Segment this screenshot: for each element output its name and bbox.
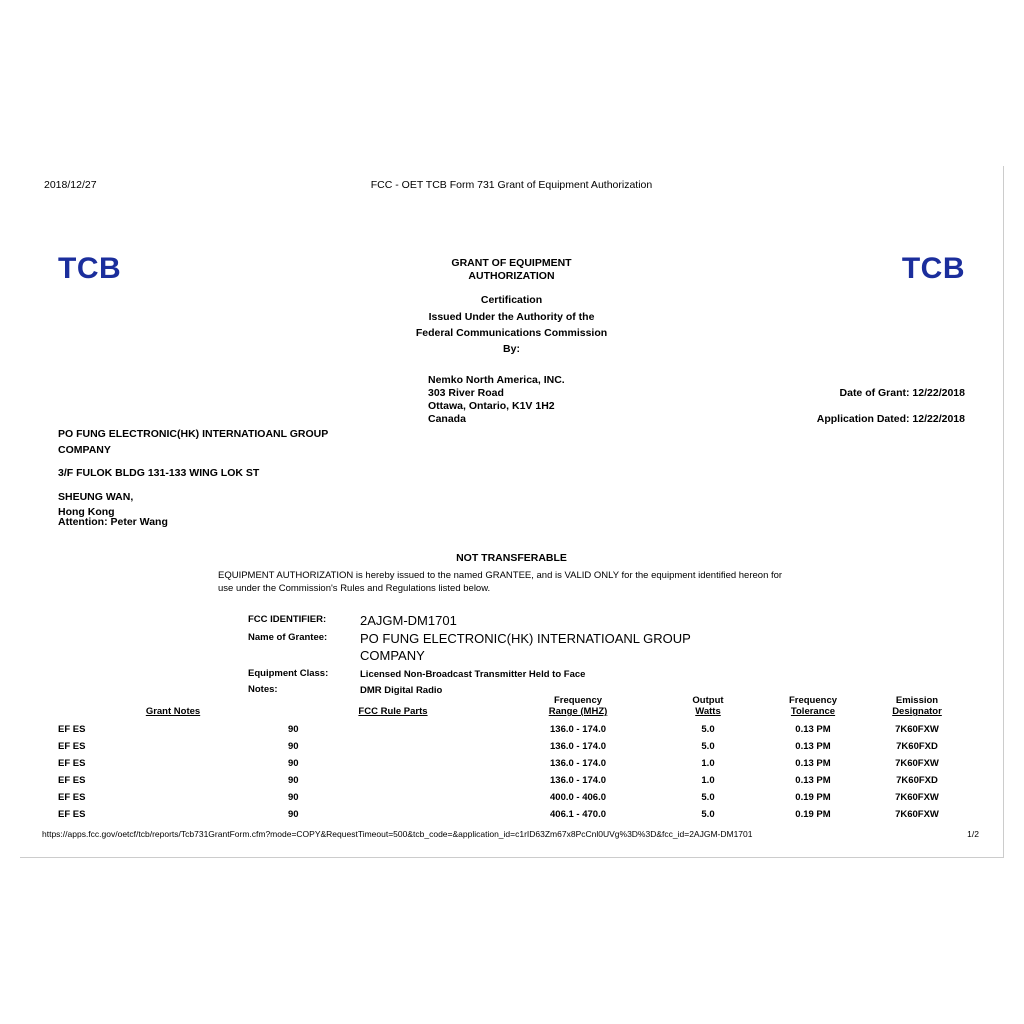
issuer-city: Ottawa, Ontario, K1V 1H2 (428, 400, 555, 412)
th-top-tolerance: Frequency (788, 695, 838, 706)
cell-rule: 90 (288, 792, 299, 803)
th-range-mhz: Range (MHZ) (548, 706, 608, 717)
print-date: 2018/12/27 (44, 179, 97, 191)
cell-tolerance: 0.13 PM (795, 775, 831, 786)
field-equipment-class (248, 666, 691, 681)
grantee-name-label: Name of Grantee: (248, 632, 328, 643)
grantee-address-line1: PO FUNG ELECTRONIC(HK) INTERNATIOANL GROUP (58, 428, 329, 440)
table-row (58, 755, 966, 772)
cell-range: 406.1 - 470.0 (550, 809, 606, 820)
attention-line: Attention: Peter Wang (58, 516, 168, 528)
cell-rule: 90 (288, 741, 299, 752)
grant-table-head-row-1 (58, 695, 966, 706)
grantee-address-line3: 3/F FULOK BLDG 131-133 WING LOK ST (58, 467, 260, 479)
grantee-address-line4: SHEUNG WAN, (58, 490, 134, 503)
cell-rule: 90 (288, 724, 299, 735)
application-date: Application Dated: 12/22/2018 (816, 413, 965, 425)
issuer-block (428, 374, 565, 426)
cell-range: 136.0 - 174.0 (550, 724, 606, 735)
cell-watts: 5.0 (701, 792, 715, 803)
field-grantee-name (248, 630, 691, 664)
cell-emission: 7K60FXW (895, 724, 939, 735)
not-transferable-label: NOT TRANSFERABLE (456, 552, 567, 564)
fcc-identifier-value: 2AJGM-DM1701 (360, 613, 457, 628)
table-row (58, 738, 966, 755)
cell-tolerance: 0.13 PM (795, 741, 831, 752)
cell-watts: 5.0 (701, 809, 715, 820)
table-row (58, 721, 966, 738)
th-fcc-rule-parts: FCC Rule Parts (358, 706, 428, 717)
th-tolerance: Tolerance (790, 706, 836, 717)
grant-table-head (58, 695, 966, 721)
grant-table-body (58, 721, 966, 823)
grant-table-head-row-2 (58, 706, 966, 721)
cell-notes: EF ES (58, 758, 86, 769)
authority-line: Issued Under the Authority of the (428, 311, 595, 323)
tcb-logo-right: TCB (901, 252, 965, 285)
grantee-address-line5: Hong Kong (58, 506, 115, 518)
date-of-grant: Date of Grant: 12/22/2018 (839, 387, 965, 399)
th-top-output: Output (692, 695, 724, 706)
commission-line: Federal Communications Commission (415, 327, 608, 339)
th-top-notes (58, 695, 288, 706)
cell-emission: 7K60FXW (895, 792, 939, 803)
th-grant-notes: Grant Notes (145, 706, 201, 717)
cell-range: 400.0 - 406.0 (550, 792, 606, 803)
by-label: By: (503, 343, 520, 355)
cell-notes: EF ES (58, 775, 86, 786)
print-footer (20, 829, 1003, 843)
cell-rule: 90 (288, 809, 299, 820)
grantee-name-value (360, 630, 691, 664)
cell-range: 136.0 - 174.0 (550, 758, 606, 769)
grantee-address-block (58, 427, 328, 521)
cell-watts: 5.0 (701, 724, 715, 735)
cell-notes: EF ES (58, 809, 86, 820)
document-page (20, 166, 1004, 858)
grant-table (58, 695, 966, 823)
cell-rule: 90 (288, 775, 299, 786)
cell-watts: 5.0 (701, 741, 715, 752)
cell-emission: 7K60FXW (895, 809, 939, 820)
cell-tolerance: 0.13 PM (795, 724, 831, 735)
footer-url[interactable]: https://apps.fcc.gov/oetcf/tcb/reports/Tcb731GrantForm.cfm?mode=COPY&RequestTimeout=500&tcb_code=&application_id=c1rID63Zm67x8PcCnl0UVg%3D%3D&fcc_id=2AJGM-DM1701 (42, 829, 753, 839)
issuer-street: 303 River Road (428, 387, 504, 399)
th-watts: Watts (695, 706, 721, 717)
cell-range: 136.0 - 174.0 (550, 775, 606, 786)
th-top-frequency: Frequency (553, 695, 603, 706)
issuer-name: Nemko North America, INC. (428, 374, 565, 386)
notes-label: Notes: (248, 684, 278, 695)
cell-emission: 7K60FXD (896, 741, 938, 752)
cell-range: 136.0 - 174.0 (550, 741, 606, 752)
table-row (58, 789, 966, 806)
cell-tolerance: 0.19 PM (795, 809, 831, 820)
table-row (58, 806, 966, 823)
cell-notes: EF ES (58, 724, 86, 735)
cell-tolerance: 0.19 PM (795, 792, 831, 803)
th-designator: Designator (892, 706, 942, 717)
footer-page-number: 1/2 (967, 829, 979, 839)
cell-emission: 7K60FXD (896, 775, 938, 786)
grant-title-line1: GRANT OF EQUIPMENT (451, 257, 572, 269)
cell-tolerance: 0.13 PM (795, 758, 831, 769)
certification-label: Certification (480, 294, 543, 306)
cell-notes: EF ES (58, 741, 86, 752)
cell-watts: 1.0 (701, 775, 715, 786)
equipment-class-label: Equipment Class: (248, 668, 329, 679)
print-header (20, 179, 1003, 193)
field-fcc-identifier (248, 612, 691, 629)
fcc-identifier-label: FCC IDENTIFIER: (248, 614, 327, 625)
cell-rule: 90 (288, 758, 299, 769)
print-doc-title: FCC - OET TCB Form 731 Grant of Equipment Authorization (370, 179, 653, 191)
th-top-rule (288, 695, 498, 706)
notes-value: DMR Digital Radio (360, 685, 443, 696)
table-row (58, 772, 966, 789)
grant-fields (248, 612, 691, 698)
grant-dates-block (817, 380, 965, 432)
grant-title-line2: AUTHORIZATION (468, 270, 555, 282)
tcb-logo-left: TCB (58, 252, 122, 285)
cell-notes: EF ES (58, 792, 86, 803)
th-top-emission: Emission (895, 695, 939, 706)
equipment-class-value: Licensed Non-Broadcast Transmitter Held to Face (360, 669, 586, 680)
grantee-name-value-line1: PO FUNG ELECTRONIC(HK) INTERNATIOANL GROUP (360, 631, 691, 646)
issuer-country: Canada (428, 413, 466, 425)
grantee-name-value-line2: COMPANY (360, 648, 425, 663)
cell-watts: 1.0 (701, 758, 715, 769)
grantee-address-line2: COMPANY (58, 443, 111, 456)
cell-emission: 7K60FXW (895, 758, 939, 769)
authorization-paragraph: EQUIPMENT AUTHORIZATION is hereby issued to the named GRANTEE, and is VALID ONLY for the equipment identified hereon for use under the Commission's Rules and Regulations listed below. (218, 570, 783, 594)
